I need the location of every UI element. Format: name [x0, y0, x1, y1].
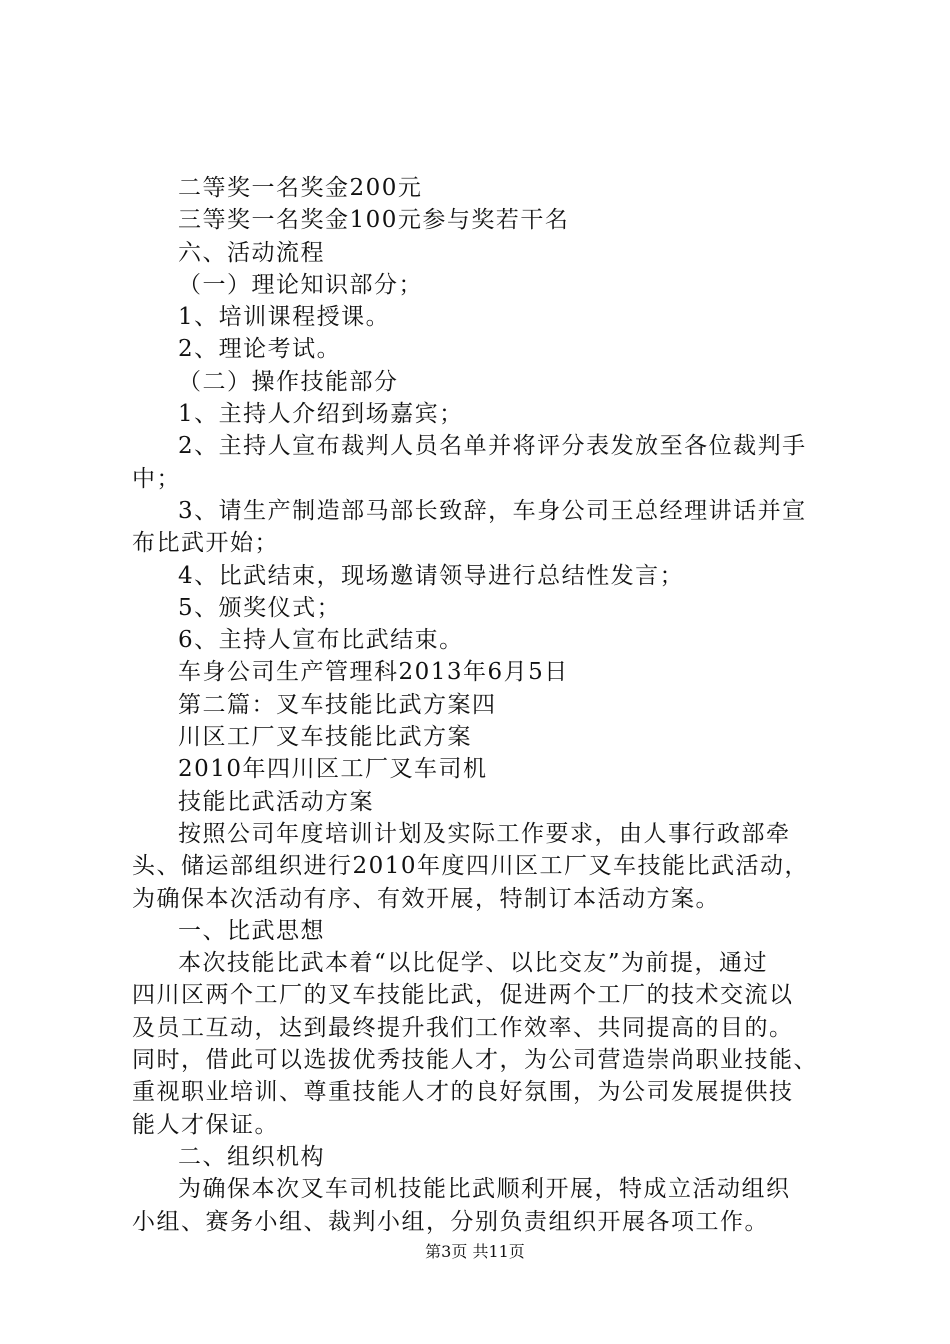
section-heading: 二、组织机构: [178, 1143, 325, 1170]
page-number-footer: 第3页 共11页: [425, 1242, 525, 1261]
list-item-continuation: 中；: [132, 465, 181, 492]
text-line: 二等奖一名奖金200元: [178, 175, 423, 201]
list-item: 3、请生产制造部马部长致辞，车身公司王总经理讲话并宣: [178, 497, 807, 524]
signature-line: 车身公司生产管理科2013年6月5日: [178, 659, 569, 686]
subsection-heading: （二）操作技能部分: [178, 368, 399, 395]
text-line: 三等奖一名奖金100元参与奖若干名: [178, 207, 570, 234]
list-item: 1、主持人介绍到场嘉宾；: [178, 401, 464, 428]
document-title: 2010年四川区工厂叉车司机: [178, 756, 488, 783]
document-title: 技能比武活动方案: [178, 788, 374, 815]
document-body: [132, 172, 832, 1238]
paragraph-line: 能人才保证。: [132, 1111, 279, 1138]
paragraph-line: 小组、赛务小组、裁判小组，分别负责组织开展各项工作。: [132, 1208, 769, 1235]
paragraph-line: 本次技能比武本着“以比促学、以比交友”为前提，通过: [178, 950, 769, 977]
list-item: 5、颁奖仪式；: [178, 594, 342, 621]
paragraph-line: 头、储运部组织进行2010年度四川区工厂叉车技能比武活动，: [132, 853, 810, 880]
section-heading: 一、比武思想: [178, 917, 325, 944]
paragraph-line: 重视职业培训、尊重技能人才的良好氛围，为公司发展提供技: [132, 1079, 794, 1106]
section-heading: 六、活动流程: [178, 239, 325, 266]
paragraph-line: 为确保本次叉车司机技能比武顺利开展，特成立活动组织: [178, 1176, 791, 1203]
paragraph-line: 四川区两个工厂的叉车技能比武，促进两个工厂的技术交流以: [132, 982, 794, 1009]
chapter-title: 第二篇：叉车技能比武方案四: [178, 691, 497, 718]
subsection-heading: （一）理论知识部分；: [178, 271, 423, 298]
list-item: 2、主持人宣布裁判人员名单并将评分表发放至各位裁判手: [178, 433, 807, 460]
list-item: 6、主持人宣布比武结束。: [178, 627, 464, 654]
document-title: 川区工厂叉车技能比武方案: [178, 724, 472, 751]
paragraph-line: 为确保本次活动有序、有效开展，特制订本活动方案。: [132, 885, 720, 912]
list-item: 2、理论考试。: [178, 336, 342, 363]
paragraph-line: 按照公司年度培训计划及实际工作要求，由人事行政部牵: [178, 820, 791, 847]
list-item: 1、培训课程授课。: [178, 304, 391, 331]
paragraph-line: 同时，借此可以选拔优秀技能人才，为公司营造崇尚职业技能、: [132, 1047, 818, 1074]
list-item: 4、比武结束，现场邀请领导进行总结性发言；: [178, 562, 685, 589]
list-item-continuation: 布比武开始；: [132, 530, 279, 557]
paragraph-line: 及员工互动，达到最终提升我们工作效率、共同提高的目的。: [132, 1014, 794, 1041]
